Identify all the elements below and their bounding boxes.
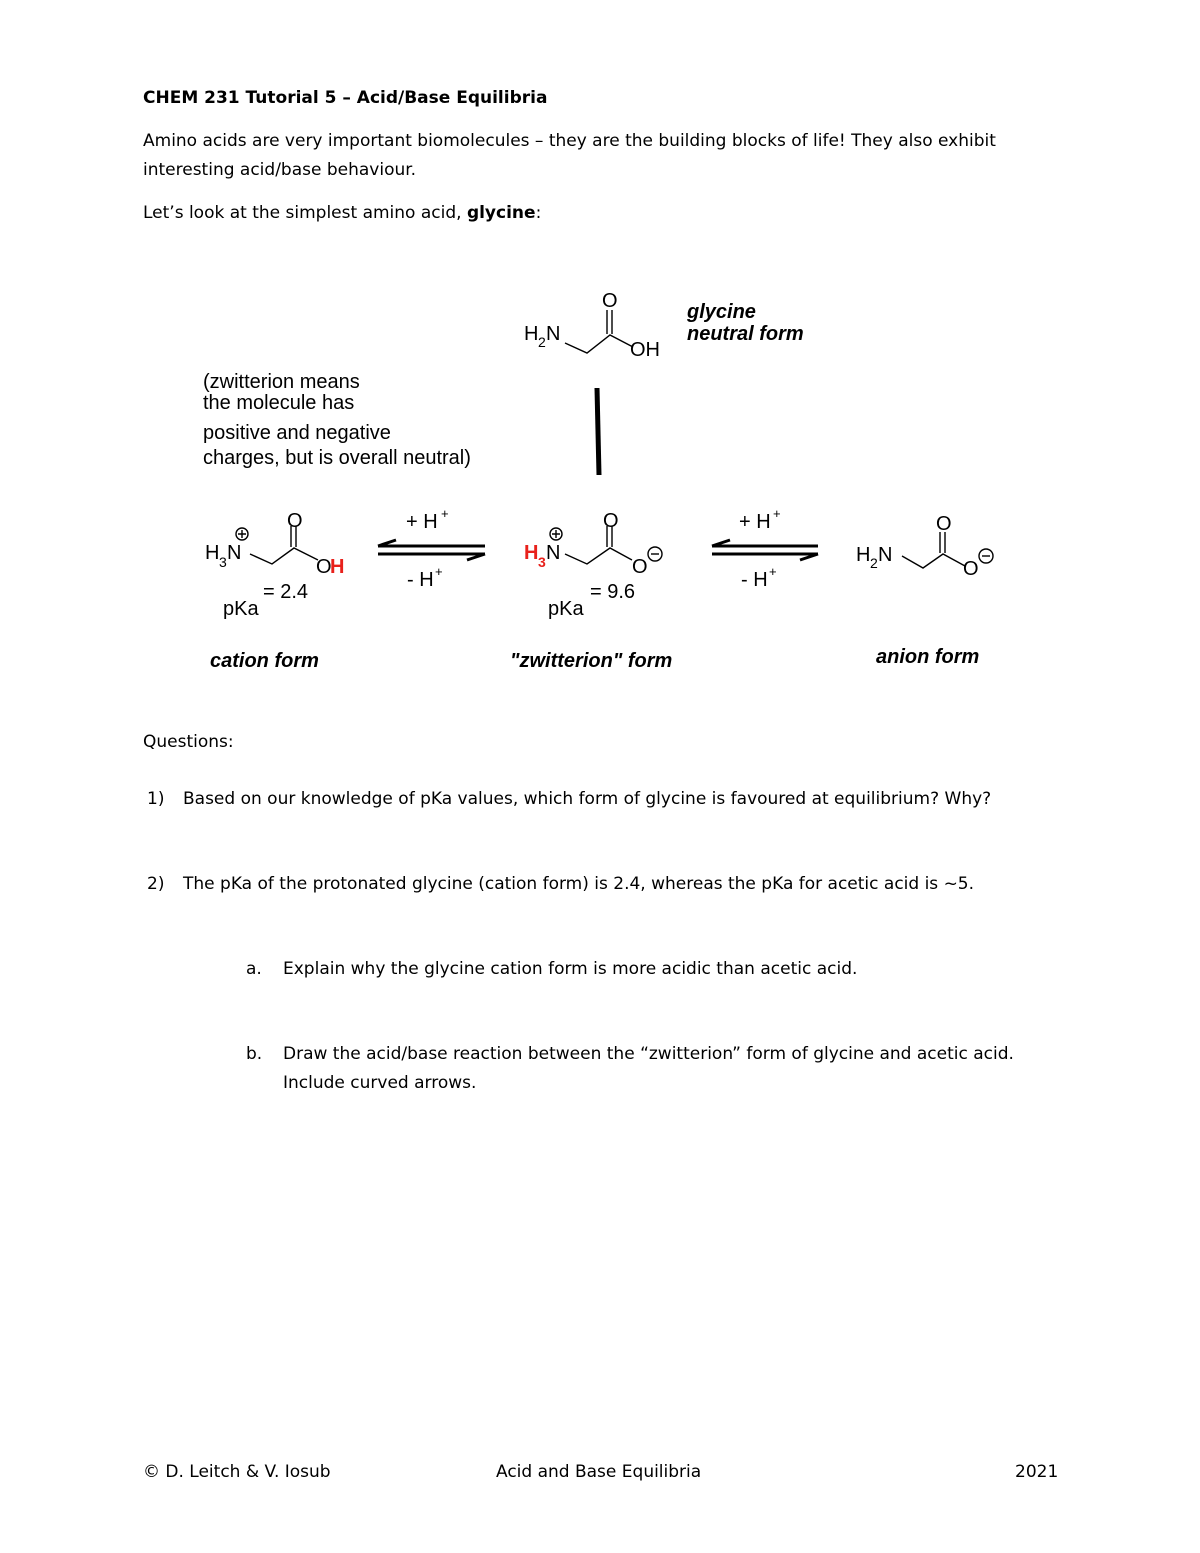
zwitterion-o-minus: O: [632, 556, 648, 578]
footer-authors: © D. Leitch & V. Iosub: [143, 1462, 331, 1482]
questions-heading: Questions:: [143, 732, 234, 752]
neutral-o-atom: O: [602, 290, 618, 312]
cation-plus-sign: [238, 530, 246, 538]
zwitterion-note-line-1: (zwitterion means: [203, 371, 360, 393]
zwitterion-pka-label: pKa: [548, 598, 584, 620]
right-arrow-top-plus: +: [773, 506, 781, 521]
glycine-term: glycine: [466, 203, 536, 223]
zwitterion-pka-value: = 9.6: [590, 581, 636, 603]
neutral-n-atom: N: [546, 323, 561, 345]
neutral-h-subscript: 2: [538, 334, 546, 350]
question-1-number: 1): [147, 789, 165, 809]
cation-h-subscript: 3: [219, 554, 227, 570]
subquestion-b-label: b.: [246, 1044, 263, 1064]
intro-colon: :: [535, 203, 542, 223]
anion-carbonyl: [940, 532, 945, 553]
left-arrow-top-plus: +: [441, 506, 449, 521]
anion-n-atom: N: [878, 544, 893, 566]
neutral-oh-group: OH: [630, 339, 660, 361]
left-arrow-bottom-label: - H: [407, 569, 434, 591]
cation-pka-value: = 2.4: [263, 581, 309, 603]
subquestion-b-text-line-2: Include curved arrows.: [283, 1073, 477, 1093]
question-1-text: Based on our knowledge of pKa values, which form of glycine is favoured at equilibrium? Why?: [183, 789, 992, 809]
anion-form-label: anion form: [876, 646, 980, 668]
left-arrow-forward: [378, 554, 485, 560]
right-arrow-forward: [712, 554, 818, 560]
zwitterion-plus-sign: [552, 530, 560, 538]
cation-pka-label: pKa: [223, 598, 259, 620]
zwitterion-note-line-4: charges, but is overall neutral): [203, 447, 471, 469]
right-arrow-bottom-plus: +: [769, 564, 777, 579]
left-arrow-top-label: + H: [406, 511, 438, 533]
right-arrow-bottom-label: - H: [741, 569, 768, 591]
zwitterion-h-atom: H: [524, 542, 539, 564]
intro-paragraph: Amino acids are very important biomolecules – they are the building blocks of life! They also exhibit interesting acid/base behaviour.: [143, 131, 996, 180]
cation-form-label: cation form: [210, 650, 319, 672]
intro-glycine-line: [143, 199, 541, 228]
zwitterion-note-line-2: the molecule has: [203, 392, 355, 414]
subquestion-a-text: Explain why the glycine cation form is more acidic than acetic acid.: [283, 959, 858, 979]
subquestion-b-text-line-1: Draw the acid/base reaction between the “zwitterion” form of glycine and acetic acid.: [283, 1044, 1014, 1064]
cation-n-atom: N: [227, 542, 242, 564]
anion-backbone: [902, 554, 965, 568]
right-arrow-top-label: + H: [739, 511, 771, 533]
cation-backbone: [250, 548, 318, 564]
neutral-backbone: [565, 335, 633, 353]
question-2-number: 2): [147, 874, 165, 894]
cation-o-atom: O: [287, 510, 303, 532]
footer-course-title: Acid and Base Equilibria: [496, 1462, 702, 1482]
intro-text: Let’s look at the simplest amino acid,: [143, 203, 467, 223]
anion-o-atom: O: [936, 513, 952, 535]
cation-o-of-oh: O: [316, 556, 332, 578]
right-arrow-reverse: [712, 540, 818, 546]
footer-year: 2021: [1015, 1462, 1059, 1482]
anion-o-minus: O: [963, 558, 979, 580]
zwitterion-h-subscript: 3: [538, 554, 546, 570]
zwitterion-o-atom: O: [603, 510, 619, 532]
zwitterion-note-line-3: positive and negative: [203, 422, 391, 444]
neutral-carbonyl: [607, 310, 612, 334]
neutral-form-label: neutral form: [687, 323, 804, 345]
vertical-equilibrium-arrow: [597, 388, 599, 475]
anion-h-subscript: 2: [870, 555, 878, 571]
anion-h-atom: H: [856, 544, 871, 566]
question-2-text: The pKa of the protonated glycine (cation form) is 2.4, whereas the pKa for acetic acid is ~5.: [183, 874, 975, 894]
left-arrow-bottom-plus: +: [435, 564, 443, 579]
neutral-h-atom: H: [524, 323, 539, 345]
glycine-equilibrium-diagram: [150, 270, 1050, 690]
left-arrow-reverse: [378, 540, 485, 546]
cation-h-atom: H: [205, 542, 220, 564]
cation-acidic-h: H: [330, 556, 345, 578]
glycine-label: glycine: [687, 301, 756, 323]
subquestion-a-label: a.: [246, 959, 262, 979]
zwitterion-n-atom: N: [546, 542, 561, 564]
page-title: CHEM 231 Tutorial 5 – Acid/Base Equilibria: [143, 88, 548, 108]
zwitterion-form-label: "zwitterion" form: [510, 650, 673, 672]
zwitterion-backbone: [565, 548, 632, 564]
